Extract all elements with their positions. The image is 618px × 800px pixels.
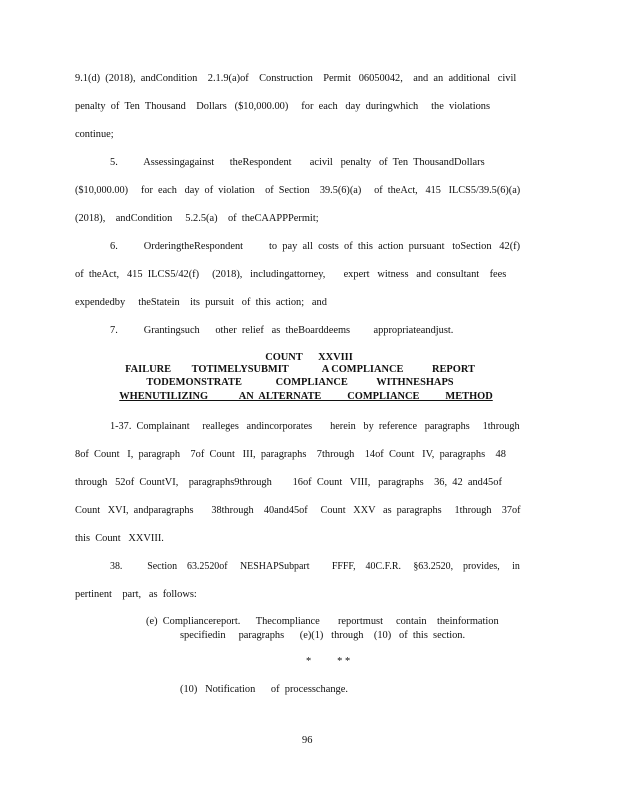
body-line: pertinent part, as follows: xyxy=(75,589,197,600)
body-line: continue; xyxy=(75,129,114,140)
body-line: 5. Assessingagainst theRespondent acivil penalty of Ten ThousandDollars xyxy=(110,157,485,168)
body-line: of theAct, 415 ILCS5/42(f) (2018), includingattorney, expert witness and consultant fees xyxy=(75,269,507,280)
count-heading-line: WHENUTILIZING AN ALTERNATE COMPLIANCE METHOD xyxy=(119,391,493,402)
count-heading-line: FAILURE TOTIMELYSUBMIT A COMPLIANCE REPORT xyxy=(125,364,475,375)
quote-line: (10) Notification of processchange. xyxy=(180,684,348,695)
quote-line: (e) Compliancereport. Thecompliance reportmust contain theinformation xyxy=(146,616,499,627)
quote-line: specifiedin paragraphs (e)(1) through (10) of this section. xyxy=(180,630,466,641)
count-heading-line: TODEMONSTRATE COMPLIANCE WITHNESHAPS xyxy=(146,377,454,388)
page-number: 96 xyxy=(302,735,313,746)
count-heading-number: COUNT XXVIII xyxy=(265,352,353,363)
body-line: penalty of Ten Thousand Dollars ($10,000.00) for each day duringwhich the violations xyxy=(75,101,491,112)
body-line: 8of Count I, paragraph 7of Count III, paragraphs 7through 14of Count IV, paragraphs 48 xyxy=(75,449,506,460)
body-line: 6. OrderingtheRespondent to pay all costs of this action pursuant toSection 42(f) xyxy=(110,241,521,252)
body-line: (2018), andCondition 5.2.5(a) of theCAAPPPermit; xyxy=(75,213,319,224)
ellipsis-asterisks: * * * xyxy=(306,656,351,667)
body-line: 38. Section 63.2520of NESHAPSubpart FFFF, 40C.F.R. §63.2520, provides, in xyxy=(110,561,520,572)
body-line: through 52of CountVI, paragraphs9through 16of Count VIII, paragraphs 36, 42 and45of xyxy=(75,477,502,488)
body-line: 7. Grantingsuch other relief as theBoarddeems appropriateandjust. xyxy=(110,325,454,336)
body-line: ($10,000.00) for each day of violation of Section 39.5(6)(a) of theAct, 415 ILCS5/39.5(6)(a) xyxy=(75,185,521,196)
body-line: Count XVI, andparagraphs 38through 40and45of Count XXV as paragraphs 1through 37of xyxy=(75,505,521,516)
body-line: 9.1(d) (2018), andCondition 2.1.9(a)of Construction Permit 06050042, and an additional civil xyxy=(75,73,517,84)
body-line: 1-37. Complainant realleges andincorporates herein by reference paragraphs 1through xyxy=(110,421,520,432)
body-line: expendedby theStatein its pursuit of this action; and xyxy=(75,297,327,308)
body-line: this Count XXVIII. xyxy=(75,533,164,544)
